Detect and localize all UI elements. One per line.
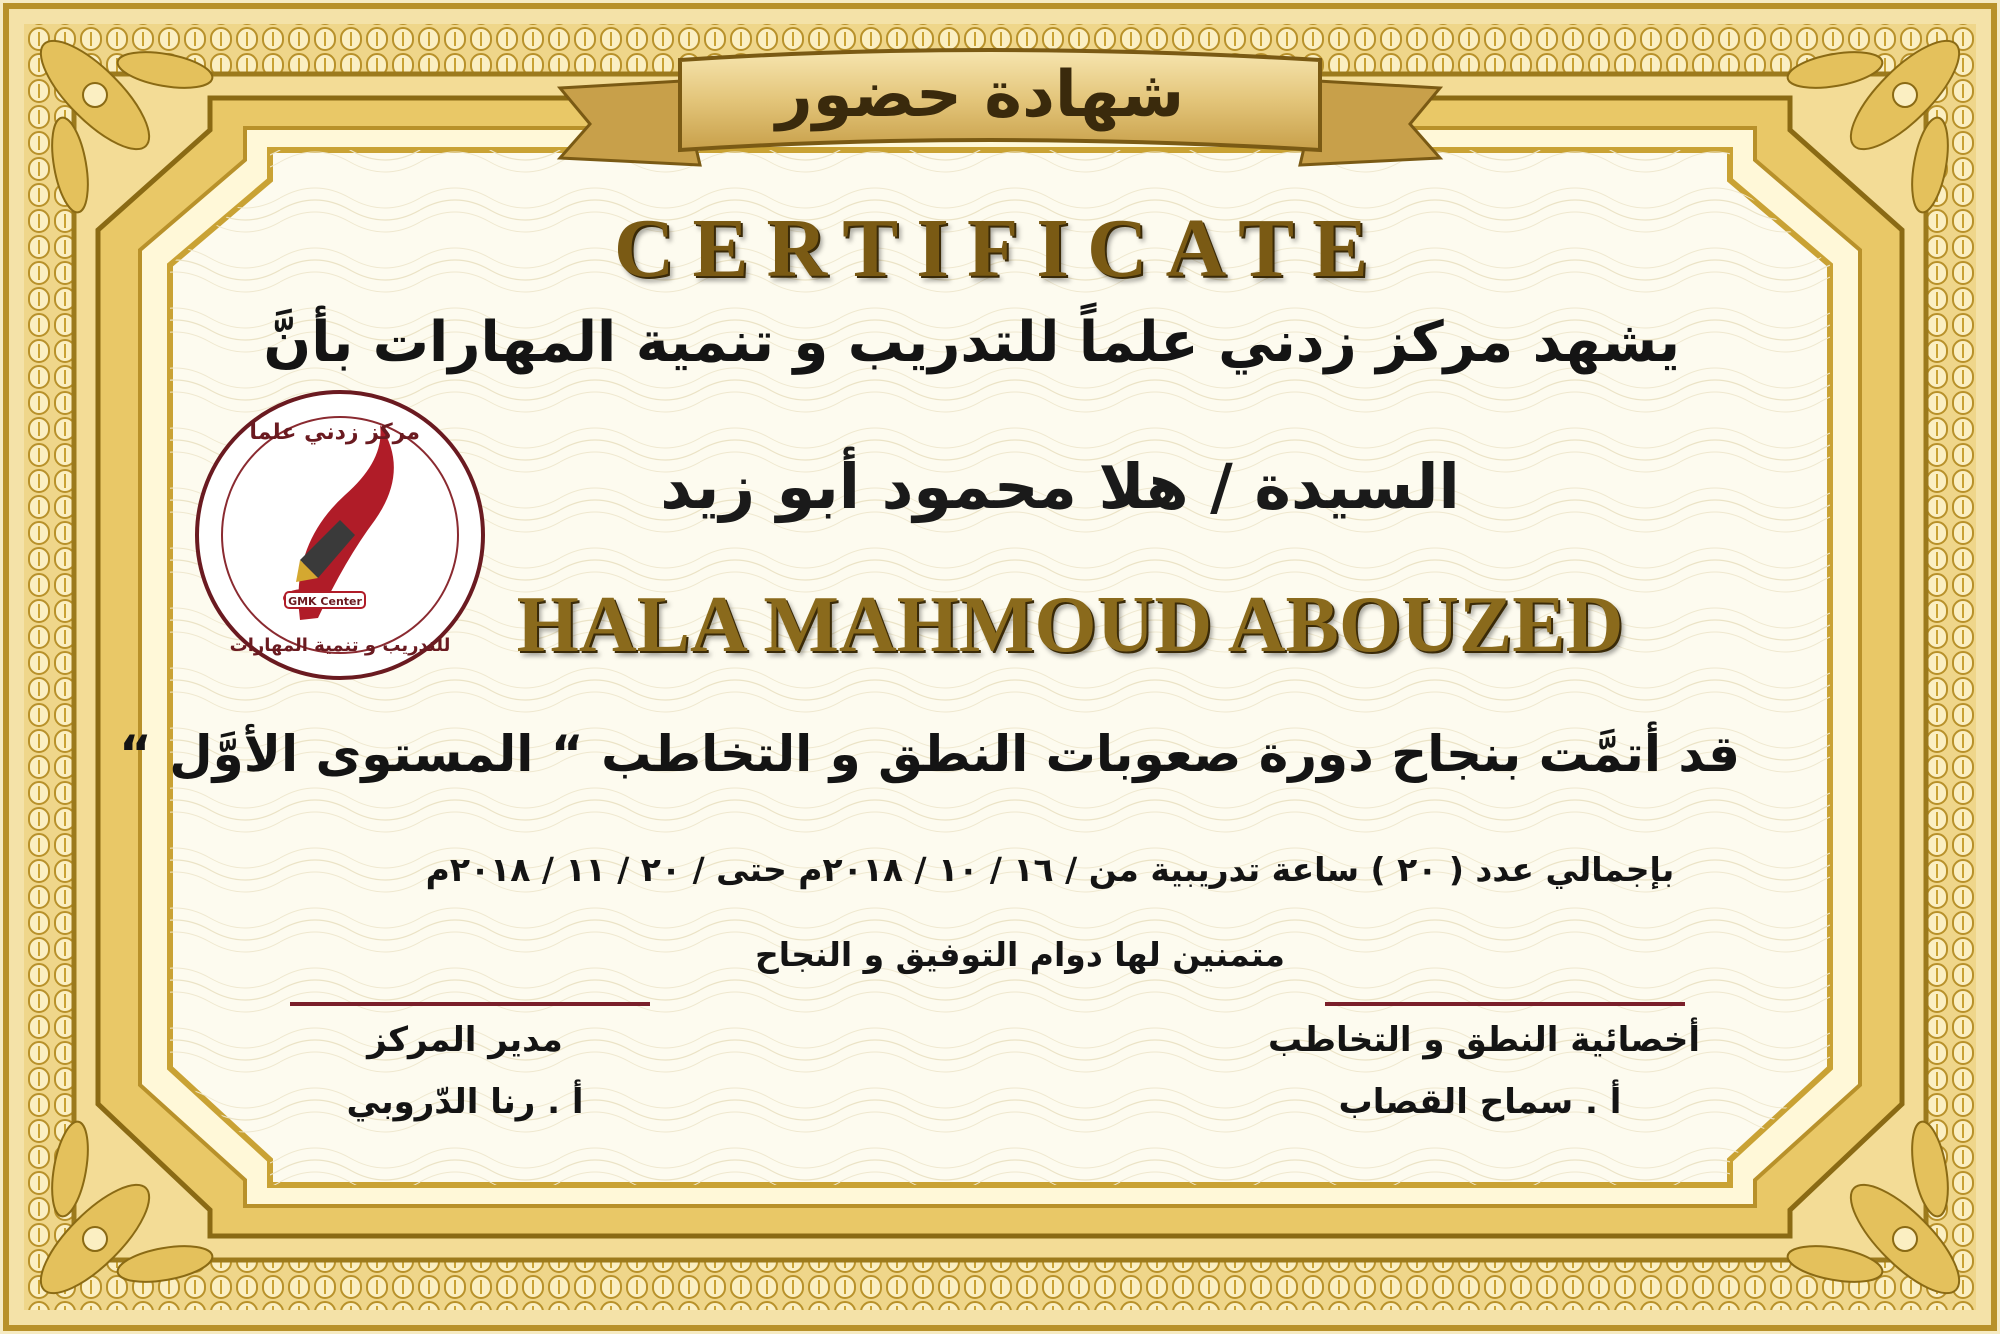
recipient-name-english: HALA MAHMOUD ABOUZED — [516, 581, 1624, 669]
right-signature-line — [1325, 1002, 1685, 1006]
left-signature-name: أ . رنا الدّروبي — [346, 1082, 584, 1122]
banner-title: شهادة حضور — [775, 58, 1185, 132]
seal-center-name: مركز زدني علما — [249, 420, 420, 445]
wishes-line: متمنين لها دوام التوفيق و النجاح — [755, 935, 1285, 974]
completion-line: قد أتمَّت بنجاح دورة صعوبات النطق و التخاطب “ المستوى الأوَّل “ — [119, 725, 1740, 783]
left-signature-line — [290, 1002, 650, 1006]
svg-text:GMK Center: GMK Center — [288, 595, 362, 608]
recipient-name-arabic: السيدة / هلا محمود أبو زيد — [660, 450, 1460, 523]
training-hours-line: بإجمالي عدد ( ٢٠ ) ساعة تدريبية من / ١٦ / ١٠ / ٢٠١٨م حتى / ٢٠ / ١١ / ٢٠١٨م — [425, 850, 1675, 889]
right-signature-title: أخصائية النطق و التخاطب — [1268, 1020, 1700, 1060]
left-signature-title: مدير المركز — [367, 1020, 563, 1060]
certificate-title: CERTIFICATE — [613, 202, 1387, 295]
attestation-line: يشهد مركز زدني علماً للتدريب و تنمية المهارات بأنَّ — [263, 310, 1680, 375]
right-signature-name: أ . سماح القصاب — [1338, 1082, 1622, 1122]
seal-ring-text: للتدريب و تنمية المهارات — [229, 635, 451, 656]
